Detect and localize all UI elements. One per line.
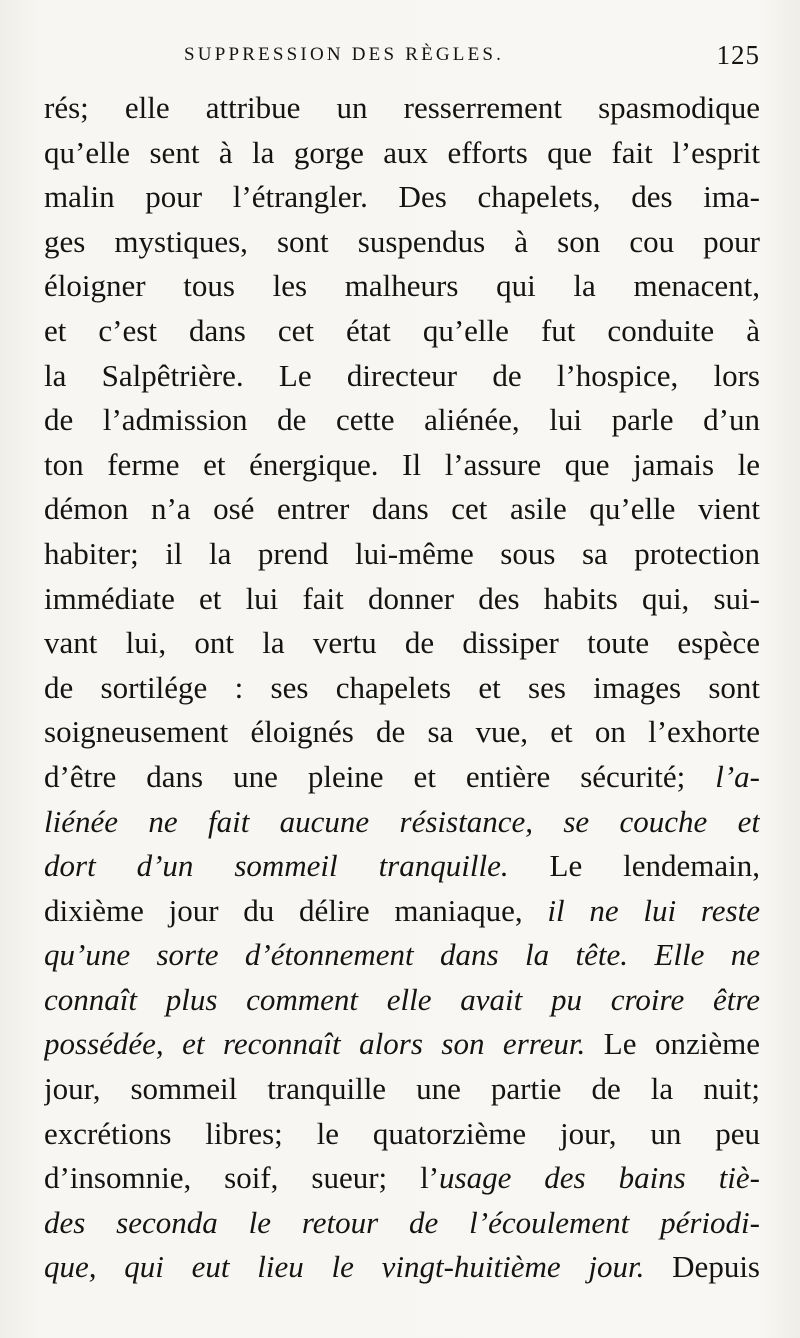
text-line [44, 443, 760, 488]
text-line [44, 755, 760, 800]
italic-text-segment: dort d’un sommeil tranquille. [44, 848, 509, 884]
italic-text-segment: usage des bains tiè- [439, 1160, 760, 1196]
text-segment: ges mystiques, sont suspendus à son cou pour [44, 223, 760, 259]
text-segment: ton ferme et énergique. Il l’assure que jamais le [44, 446, 760, 482]
italic-text-segment: des seconda le retour de l’écoulement périodi- [44, 1204, 760, 1240]
text-segment: et c’est dans cet état qu’elle fut conduite à [44, 312, 760, 348]
text-line [44, 309, 760, 354]
text-line [44, 354, 760, 399]
italic-text-segment: possédée, et reconnaît alors son erreur. [44, 1026, 586, 1062]
text-line [44, 398, 760, 443]
italic-text-segment: connaît plus comment elle avait pu croire être [44, 981, 760, 1017]
italic-text-segment: qu’une sorte d’étonnement dans la tête. Elle ne [44, 937, 760, 973]
text-segment: rés; elle attribue un resserrement spasmodique [44, 90, 760, 125]
italic-text-segment: il ne lui reste [547, 892, 760, 928]
text-segment: jour, sommeil tranquille une partie de la nuit; [44, 1071, 760, 1107]
text-line [44, 86, 760, 131]
text-line [44, 621, 760, 666]
text-segment: démon n’a osé entrer dans cet asile qu’elle vient [44, 491, 760, 527]
text-line [44, 577, 760, 622]
text-line [44, 1201, 760, 1246]
text-line [44, 844, 760, 889]
text-segment: de sortilége : ses chapelets et ses images sont [44, 669, 760, 705]
text-segment: dixième jour du délire maniaque, [44, 892, 548, 928]
body-text [44, 86, 760, 1290]
text-segment: excrétions libres; le quatorzième jour, un peu [44, 1115, 760, 1151]
text-segment: vant lui, ont la vertu de dissiper toute espèce [44, 625, 760, 661]
text-line [44, 1156, 760, 1201]
text-line [44, 1022, 760, 1067]
page-number: 125 [716, 40, 760, 70]
text-line [44, 1067, 760, 1112]
text-segment: Le lendemain, [508, 848, 760, 884]
running-title: SUPPRESSION DES RÈGLES. [184, 44, 505, 65]
text-line [44, 264, 760, 309]
text-segment: immédiate et lui fait donner des habits qui, sui- [44, 580, 760, 616]
text-line [44, 1245, 760, 1290]
text-line [44, 175, 760, 220]
running-head [44, 40, 764, 76]
text-segment: d’être dans une pleine et entière sécurité; [44, 758, 716, 794]
italic-text-segment: liénée ne fait aucune résistance, se couche et [44, 803, 760, 839]
text-line [44, 1112, 760, 1157]
text-segment: d’insomnie, soif, sueur; l’ [44, 1160, 440, 1196]
text-line [44, 220, 760, 265]
text-line [44, 933, 760, 978]
text-segment: de l’admission de cette aliénée, lui parle d’un [44, 402, 760, 438]
text-line [44, 532, 760, 577]
text-segment: qu’elle sent à la gorge aux efforts que fait l’esprit [44, 134, 760, 170]
text-line [44, 666, 760, 711]
text-line [44, 978, 760, 1023]
text-segment: Le onzième [585, 1026, 760, 1062]
text-segment: Depuis [644, 1249, 760, 1285]
text-segment: soigneusement éloignés de sa vue, et on l’exhorte [44, 714, 760, 750]
text-line [44, 710, 760, 755]
text-segment: éloigner tous les malheurs qui la menacent, [44, 268, 760, 304]
text-line [44, 131, 760, 176]
italic-text-segment: que, qui eut lieu le vingt-huitième jour. [44, 1249, 645, 1285]
text-segment: la Salpêtrière. Le directeur de l’hospice, lors [44, 357, 760, 393]
text-line [44, 800, 760, 845]
text-line [44, 487, 760, 532]
italic-text-segment: l’a- [715, 758, 760, 794]
text-segment: habiter; il la prend lui-même sous sa protection [44, 535, 760, 571]
text-line [44, 889, 760, 934]
text-segment: malin pour l’étrangler. Des chapelets, des ima- [44, 179, 760, 215]
